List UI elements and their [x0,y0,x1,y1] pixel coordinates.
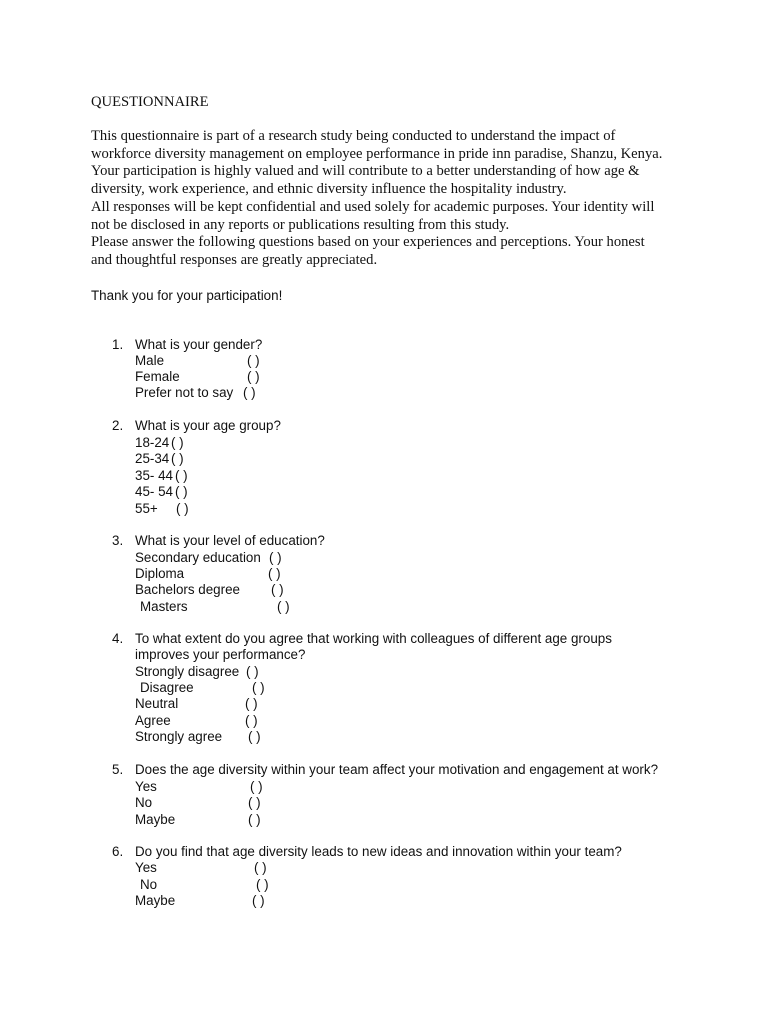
question-number: 3. [112,533,124,548]
option-label: Masters [140,599,188,614]
question-number: 4. [112,631,124,646]
question-number: 2. [112,418,124,433]
option-checkbox[interactable]: ( ) [248,729,261,744]
option-checkbox[interactable]: ( ) [246,664,259,679]
question-line: What is your level of education? [135,533,325,548]
option-checkbox[interactable]: ( ) [171,451,184,466]
question-line: What is your gender? [135,337,263,352]
option-label: Disagree [140,680,194,695]
option-checkbox[interactable]: ( ) [245,713,258,728]
option-checkbox[interactable]: ( ) [277,599,290,614]
thank-you-note: Thank you for your participation! [91,288,283,303]
question-number: 5. [112,762,124,777]
option-label: 18-24 [135,435,170,450]
option-checkbox[interactable]: ( ) [248,812,261,827]
option-checkbox[interactable]: ( ) [250,779,263,794]
option-checkbox[interactable]: ( ) [252,893,265,908]
option-label: Prefer not to say [135,385,234,400]
question-text [135,533,325,549]
intro-line: All responses will be kept confidential and used solely for academic purposes. Your identity will [91,198,655,215]
option-checkbox[interactable]: ( ) [171,435,184,450]
intro-line: This questionnaire is part of a research study being conducted to understand the impact of [91,128,616,144]
option-label: No [140,877,158,892]
question-text [135,337,262,353]
option-label: Strongly disagree [135,664,240,679]
intro-line: diversity, work experience, and ethnic diversity influence the hospitality industry. [91,181,567,198]
option-checkbox[interactable]: ( ) [175,484,188,499]
option-label: 25-34 [135,451,170,466]
question-line: improves your performance? [135,647,306,663]
intro-line: not be disclosed in any reports or publications resulting from this study. [91,216,510,233]
option-label: Secondary education [135,550,261,565]
question-number: 6. [112,844,124,859]
option-checkbox[interactable]: ( ) [243,385,256,400]
intro-line: Please answer the following questions based on your experiences and perceptions. Your honest [91,234,645,251]
option-label: Yes [135,779,157,794]
option-checkbox[interactable]: ( ) [254,860,267,875]
option-checkbox[interactable]: ( ) [245,696,258,711]
question-text [135,844,622,860]
intro-line: Your participation is highly valued and will contribute to a better understanding of how age & [91,163,640,180]
option-checkbox[interactable]: ( ) [256,877,269,892]
question-text [135,762,658,778]
option-label: 45- 54 [135,484,173,499]
option-checkbox[interactable]: ( ) [271,582,284,597]
option-checkbox[interactable]: ( ) [247,353,260,368]
option-label: Maybe [135,893,176,908]
option-label: No [135,795,153,810]
option-label: Female [135,369,180,384]
page-title: QUESTIONNAIRE [91,94,209,110]
option-checkbox[interactable]: ( ) [176,501,189,516]
option-label: Agree [135,713,171,728]
option-label: Bachelors degree [135,582,240,597]
intro-paragraph [91,128,691,270]
option-label: Diploma [135,566,185,581]
option-checkbox[interactable]: ( ) [175,468,188,483]
option-label: Yes [135,860,157,875]
intro-line: workforce diversity management on employee performance in pride inn paradise, Shanzu, Kenya. [91,145,663,162]
question-number: 1. [112,337,124,352]
option-label: Male [135,353,165,368]
question-line: To what extent do you agree that working with colleagues of different age groups [135,631,612,646]
option-checkbox[interactable]: ( ) [248,795,261,810]
question-line: Does the age diversity within your team affect your motivation and engagement at work? [135,762,659,777]
option-checkbox[interactable]: ( ) [247,369,260,384]
option-label: 35- 44 [135,468,173,483]
question-text [135,418,281,434]
option-label: Neutral [135,696,179,711]
question-text [135,631,612,664]
question-line: What is your age group? [135,418,281,433]
option-label: 55+ [135,501,158,516]
question-line: Do you find that age diversity leads to new ideas and innovation within your team? [135,844,622,859]
intro-line: and thoughtful responses are greatly appreciated. [91,251,378,268]
option-checkbox[interactable]: ( ) [269,550,282,565]
option-label: Maybe [135,812,176,827]
option-label: Strongly agree [135,729,223,744]
option-checkbox[interactable]: ( ) [252,680,265,695]
option-checkbox[interactable]: ( ) [268,566,281,581]
